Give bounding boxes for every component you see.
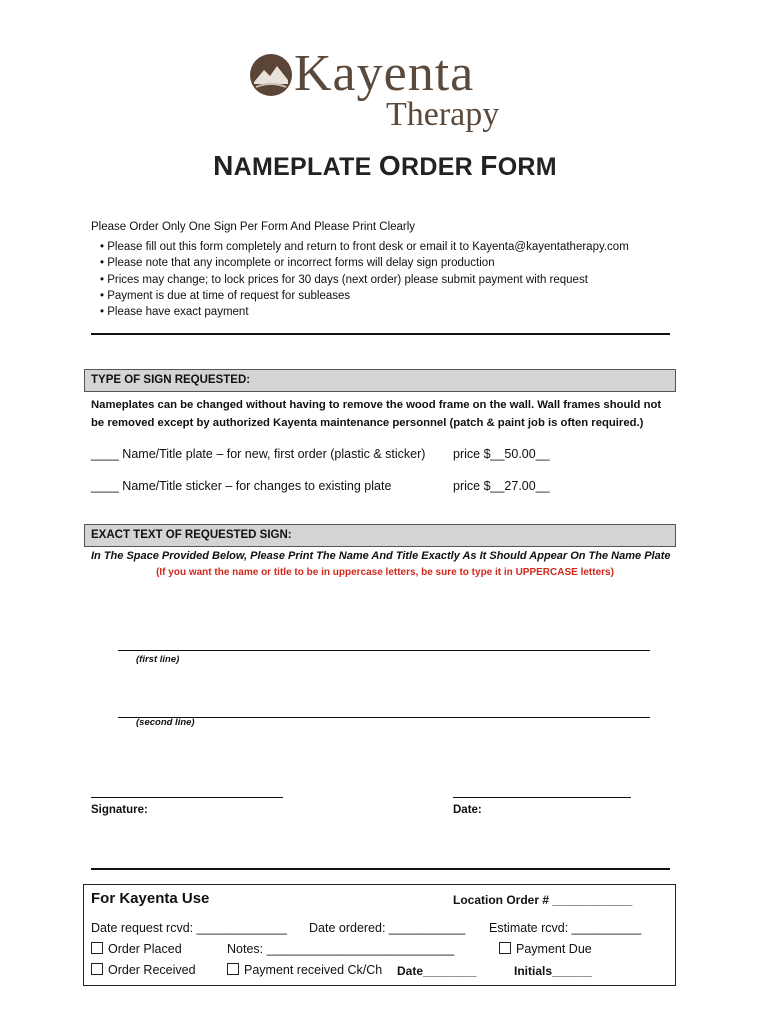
instructions-list <box>100 239 629 320</box>
checkbox-icon <box>499 942 511 954</box>
page-title: NAMEPLATE ORDER FORM <box>213 150 557 181</box>
first-line-field[interactable] <box>118 650 650 651</box>
date-field[interactable] <box>453 797 631 798</box>
intro-text: Please Order Only One Sign Per Form And Please Print Clearly <box>91 221 416 233</box>
mountain-logo-icon <box>250 54 292 96</box>
option-nameplate: ____ Name/Title plate – for new, first order (plastic & sticker) <box>91 447 426 461</box>
notes-field[interactable]: Notes: ___________________________ <box>227 942 455 956</box>
sign-text-instruction: In The Space Provided Below, Please Print The Name And Title Exactly As It Should Appear On The Name Plate <box>91 550 671 562</box>
second-line-field[interactable] <box>118 717 650 718</box>
uppercase-warning: (If you want the name or title to be in uppercase letters, be sure to type it in UPPERCASE letters) <box>156 567 614 578</box>
payment-due-checkbox[interactable]: Payment Due <box>499 942 592 956</box>
kayenta-use-title: For Kayenta Use <box>91 890 210 907</box>
company-logo <box>250 46 520 136</box>
option-blank-field[interactable]: ____ <box>91 447 119 461</box>
date-ordered-field[interactable]: Date ordered: ___________ <box>309 921 466 935</box>
section-heading-sign-type: TYPE OF SIGN REQUESTED: <box>84 369 676 392</box>
location-order-field[interactable]: Location Order # ____________ <box>453 893 633 907</box>
order-placed-checkbox[interactable]: Order Placed <box>91 942 182 956</box>
checkbox-icon <box>91 942 103 954</box>
logo-wordmark: Kayenta <box>294 45 475 102</box>
signature-label: Signature: <box>91 804 148 816</box>
divider <box>91 333 670 335</box>
checkbox-icon <box>91 963 103 975</box>
second-line-label: (second line) <box>136 717 195 728</box>
estimate-rcvd-field[interactable]: Estimate rcvd: __________ <box>489 921 642 935</box>
order-received-checkbox[interactable]: Order Received <box>91 963 196 977</box>
list-item: • Prices may change; to lock prices for 30 days (next order) please submit payment with request <box>100 272 629 288</box>
checkbox-icon <box>227 963 239 975</box>
list-item: • Please have exact payment <box>100 304 629 320</box>
logo-subtitle: Therapy <box>386 96 500 133</box>
initials-field[interactable]: Initials______ <box>514 964 593 978</box>
first-line-label: (first line) <box>136 654 180 665</box>
divider <box>91 868 670 870</box>
option-sticker: ____ Name/Title sticker – for changes to existing plate <box>91 479 392 493</box>
payment-received-checkbox[interactable]: Payment received Ck/Ch <box>227 963 382 977</box>
signature-field[interactable] <box>91 797 283 798</box>
date-short-field[interactable]: Date________ <box>397 964 477 978</box>
date-label: Date: <box>453 804 482 816</box>
list-item: • Please fill out this form completely and return to front desk or email it to Kayenta@kayentatherapy.com <box>100 239 629 255</box>
section-heading-sign-text: EXACT TEXT OF REQUESTED SIGN: <box>84 524 676 547</box>
option-blank-field[interactable]: ____ <box>91 479 119 493</box>
price-nameplate: price $__50.00__ <box>453 447 550 461</box>
date-request-field[interactable]: Date request rcvd: _____________ <box>91 921 287 935</box>
nameplate-notice: Nameplates can be changed without having to remove the wood frame on the wall. Wall frames should not be removed except by authorized Kayenta maintenance personnel (patch & paint job is often required.) <box>91 399 662 429</box>
list-item: • Payment is due at time of request for subleases <box>100 288 629 304</box>
price-sticker: price $__27.00__ <box>453 479 550 493</box>
list-item: • Please note that any incomplete or incorrect forms will delay sign production <box>100 255 629 271</box>
